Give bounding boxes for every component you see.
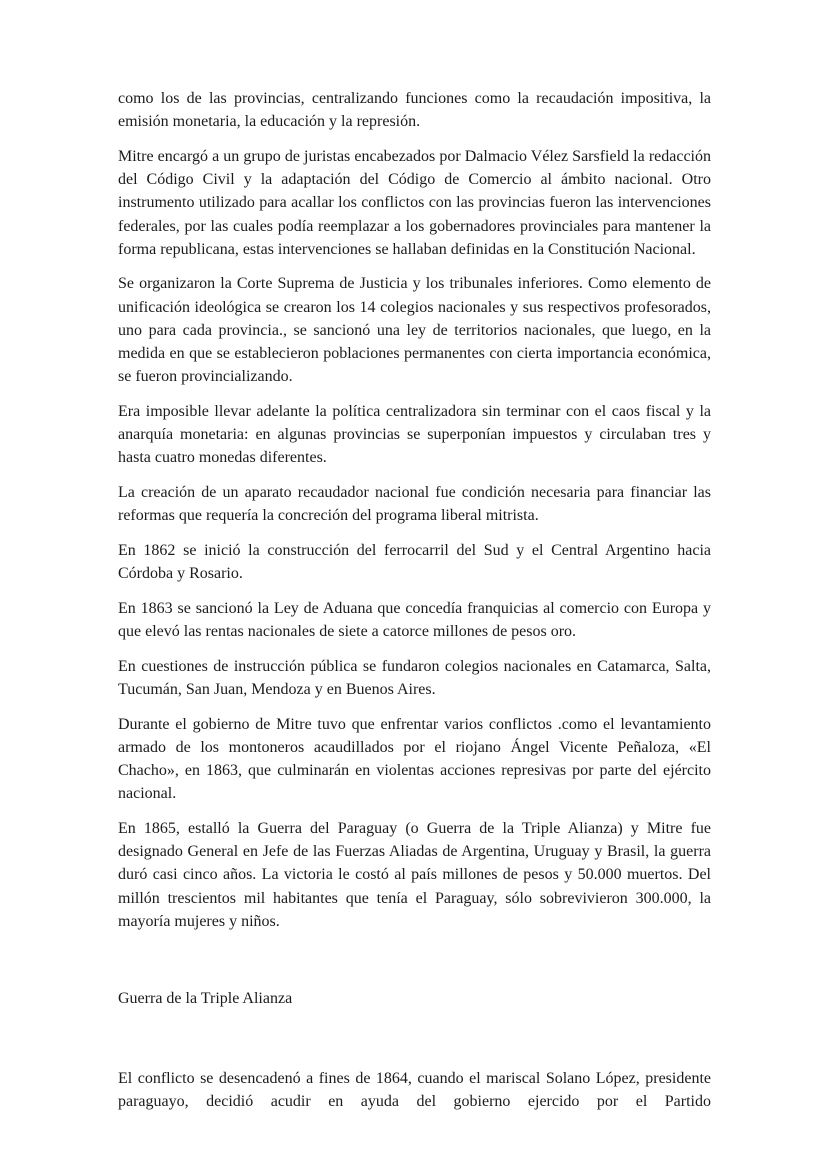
- paragraph: Era imposible llevar adelante la política centralizadora sin terminar con el caos fiscal y la anarquía monetaria: en algunas provincias se superponían impuestos y circulaban tres y hasta cuatro monedas diferentes.: [118, 402, 711, 467]
- paragraph: como los de las provincias, centralizando funciones como la recaudación impositiva, la emisión monetaria, la educación y la represión.: [118, 90, 711, 131]
- paragraph: La creación de un aparato recaudador nacional fue condición necesaria para financiar las reformas que requería la concreción del programa liberal mitrista.: [118, 484, 711, 525]
- paragraph: Se organizaron la Corte Suprema de Justicia y los tribunales inferiores. Como elemento de unificación ideológica se crearon los 14 colegios nacionales y sus respectivos profesorados, uno para cada provincia., se sancionó una ley de territorios nacionales, que luego, en la medida en que se establecieron poblaciones permanentes con cierta importancia económica, se fueron provincializando.: [118, 275, 711, 386]
- paragraph: En 1863 se sancionó la Ley de Aduana que concedía franquicias al comercio con Europa y que elevó las rentas nacionales de siete a catorce millones de pesos oro.: [118, 599, 711, 641]
- paragraph: En 1862 se inició la construcción del ferrocarril del Sud y el Central Argentino hacia Córdoba y Rosario.: [118, 541, 711, 583]
- section-heading: Guerra de la Triple Alianza: [118, 990, 293, 1007]
- paragraph: Mitre encargó a un grupo de juristas encabezados por Dalmacio Vélez Sarsfield la redacción del Código Civil y la adaptación del Código de Comercio al ámbito nacional. Otro instrumento utilizado para acallar los conflictos con las provincias fueron las intervenciones federales, por las cuales podía reemplazar a los gobernadores provinciales para mantener la forma republicana, estas intervenciones se hallaban definidas en la Constitución Nacional.: [118, 147, 711, 258]
- paragraph: En 1865, estalló la Guerra del Paraguay (o Guerra de la Triple Alianza) y Mitre fue designado General en Jefe de las Fuerzas Aliadas de Argentina, Uruguay y Brasil, la guerra duró casi cinco años. La victoria le costó al país millones de pesos y 50.000 muertos. Del millón trescientos mil habitantes que tenía el Paraguay, sólo sobrevivieron 300.000, la mayoría mujeres y niños.: [118, 819, 711, 930]
- paragraph-continuation: El conflicto se desencadenó a fines de 1864, cuando el mariscal Solano López, presidente paraguayo, decidió acudir en ayuda del gobierno ejercido por el Partido: [118, 1070, 711, 1111]
- paragraph: Durante el gobierno de Mitre tuvo que enfrentar varios conflictos .como el levantamiento armado de los montoneros acaudillados por el riojano Ángel Vicente Peñaloza, «El Chacho», en 1863, que culminarán en violentas acciones represivas por parte del ejército nacional.: [118, 715, 711, 803]
- paragraph: En cuestiones de instrucción pública se fundaron colegios nacionales en Catamarca, Salta, Tucumán, San Juan, Mendoza y en Buenos Aires.: [118, 657, 711, 698]
